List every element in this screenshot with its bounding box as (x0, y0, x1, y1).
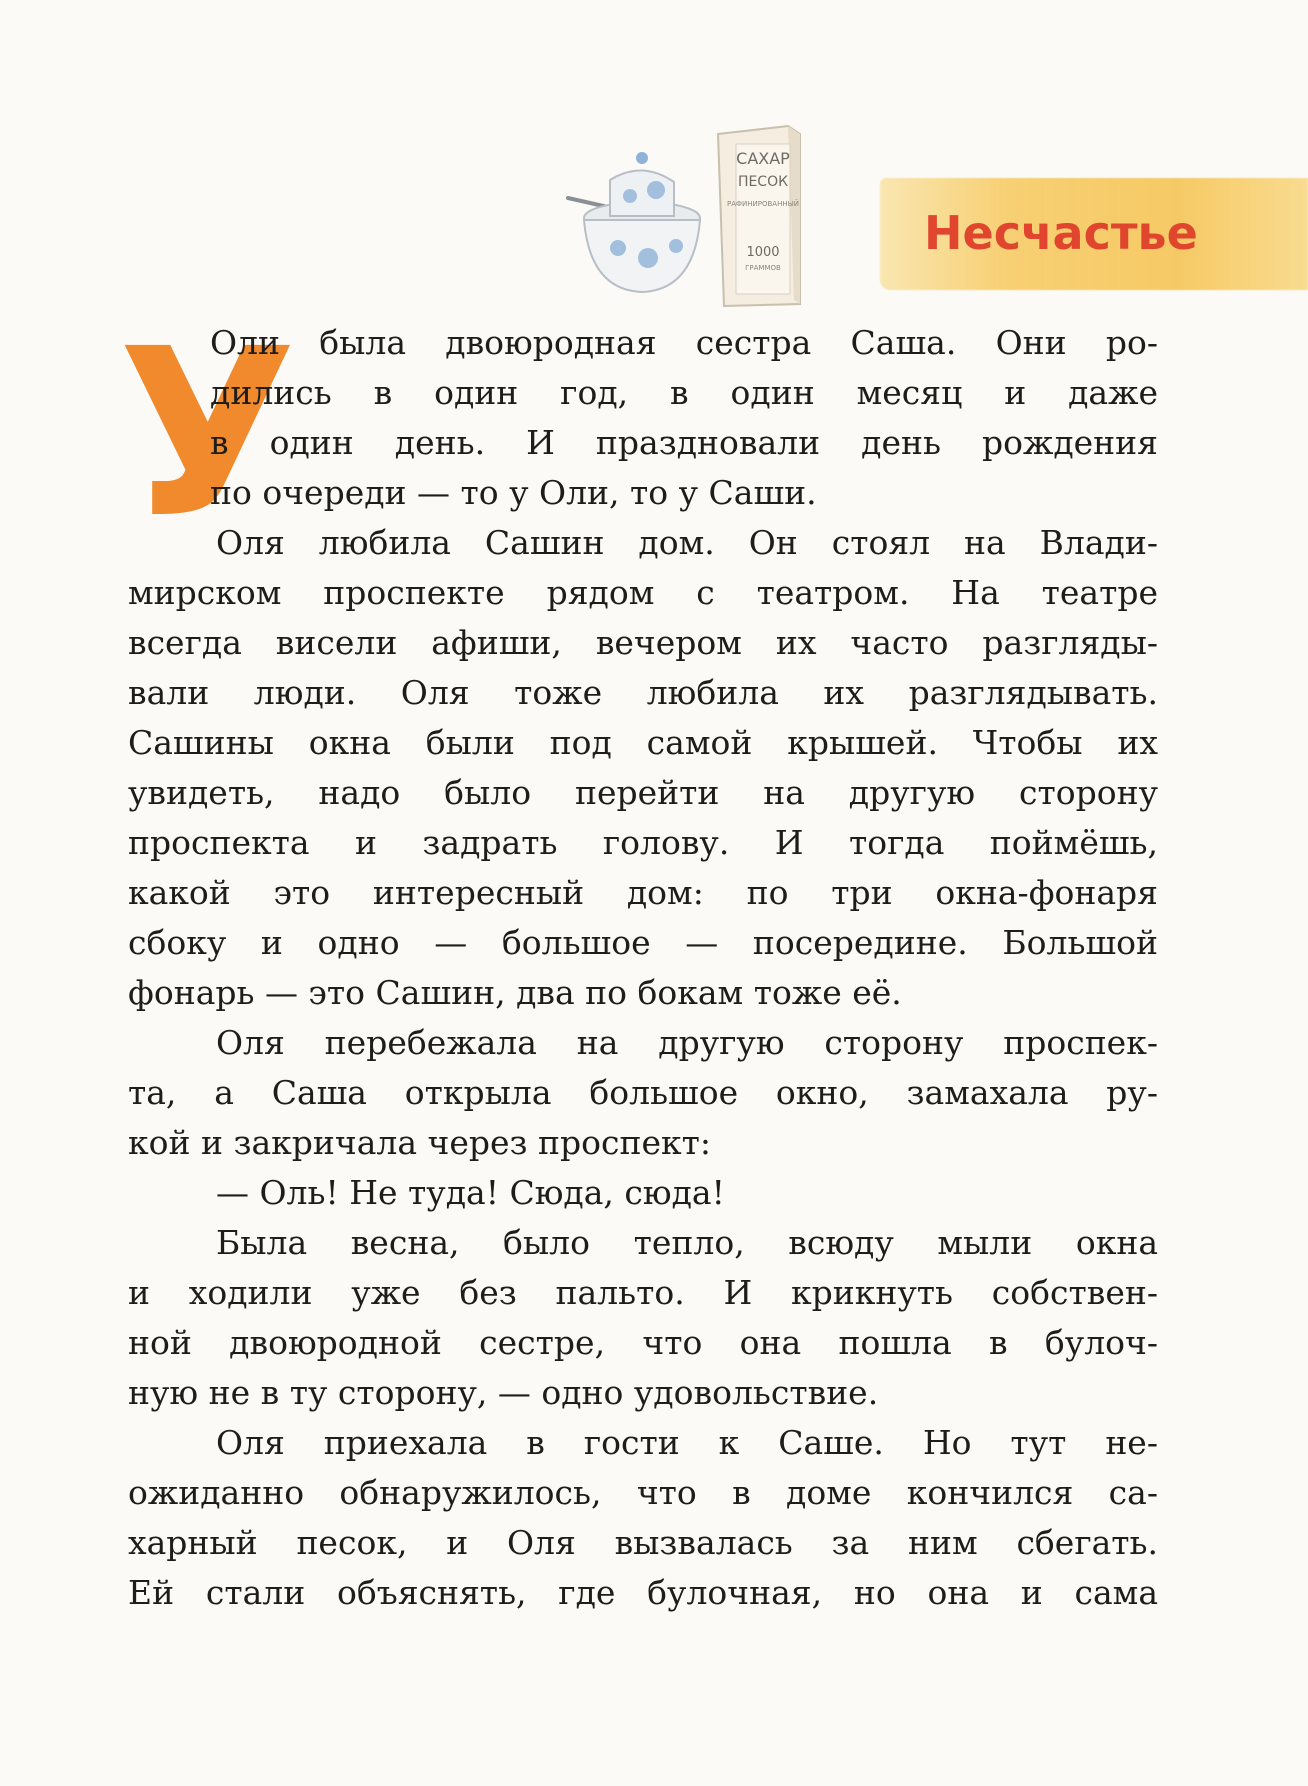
body-text (128, 318, 1158, 1618)
chapter-title: Несчастье (924, 206, 1198, 260)
page-header (0, 0, 1308, 330)
text-line: Оля любила Сашин дом. Он стоял на Влади- (216, 523, 1158, 562)
text-line: Оли была двоюродная сестра Саша. Они ро- (210, 323, 1158, 362)
text-line: та, а Саша открыла большое окно, замахала ру- (128, 1073, 1158, 1112)
text-line: в один день. И праздновали день рождения (210, 423, 1158, 462)
text-line: Оля перебежала на другую сторону проспек- (216, 1023, 1158, 1062)
text-line: Ей стали объяснять, где булочная, но она и сама (128, 1573, 1158, 1612)
text-line: ной двоюродной сестре, что она пошла в булоч- (128, 1323, 1158, 1362)
sugar-pack-unit: ГРАММОВ (745, 264, 781, 272)
text-line: Оля приехала в гости к Саше. Но тут не- (216, 1423, 1158, 1462)
text-line: кой и закричала через проспект: (128, 1123, 711, 1162)
text-line: проспекта и задрать голову. И тогда поймёшь, (128, 823, 1158, 862)
text-line: Была весна, было тепло, всюду мыли окна (216, 1223, 1158, 1262)
sugar-pack-weight: 1000 (746, 245, 780, 260)
text-line: ожиданно обнаружилось, что в доме кончился са- (128, 1473, 1158, 1512)
text-line: ную не в ту сторону, — одно удовольствие. (128, 1373, 879, 1412)
text-line: — Оль! Не туда! Сюда, сюда! (216, 1173, 725, 1212)
sugar-pack-label-2: ПЕСОК (737, 174, 789, 190)
text-line: сбоку и одно — большое — посередине. Большой (128, 923, 1158, 962)
text-line: и ходили уже без пальто. И крикнуть собствен- (128, 1273, 1158, 1312)
sugar-bowl-icon (568, 152, 700, 292)
sugar-illustration (550, 120, 890, 320)
text-line: мирском проспекте рядом с театром. На театре (128, 573, 1158, 612)
text-line: харный песок, и Оля вызвалась за ним сбегать. (128, 1523, 1158, 1562)
text-line: какой это интересный дом: по три окна-фонаря (128, 873, 1158, 912)
drop-cap: У (118, 299, 297, 569)
text-line: всегда висели афиши, вечером их часто разгляды- (128, 623, 1158, 662)
text-line: дились в один год, в один месяц и даже (210, 373, 1158, 412)
text-line: Сашины окна были под самой крышей. Чтобы их (128, 723, 1158, 762)
sugar-pack-label-3: РАФИНИРОВАННЫЙ (726, 200, 800, 208)
text-line: вали люди. Оля тоже любила их разглядывать. (128, 673, 1158, 712)
sugar-pack-label-1: САХАР (736, 149, 790, 168)
text-line: увидеть, надо было перейти на другую сторону (128, 773, 1158, 812)
text-line: по очереди — то у Оли, то у Саши. (210, 473, 817, 512)
text-line: фонарь — это Сашин, два по бокам тоже её. (128, 973, 902, 1012)
